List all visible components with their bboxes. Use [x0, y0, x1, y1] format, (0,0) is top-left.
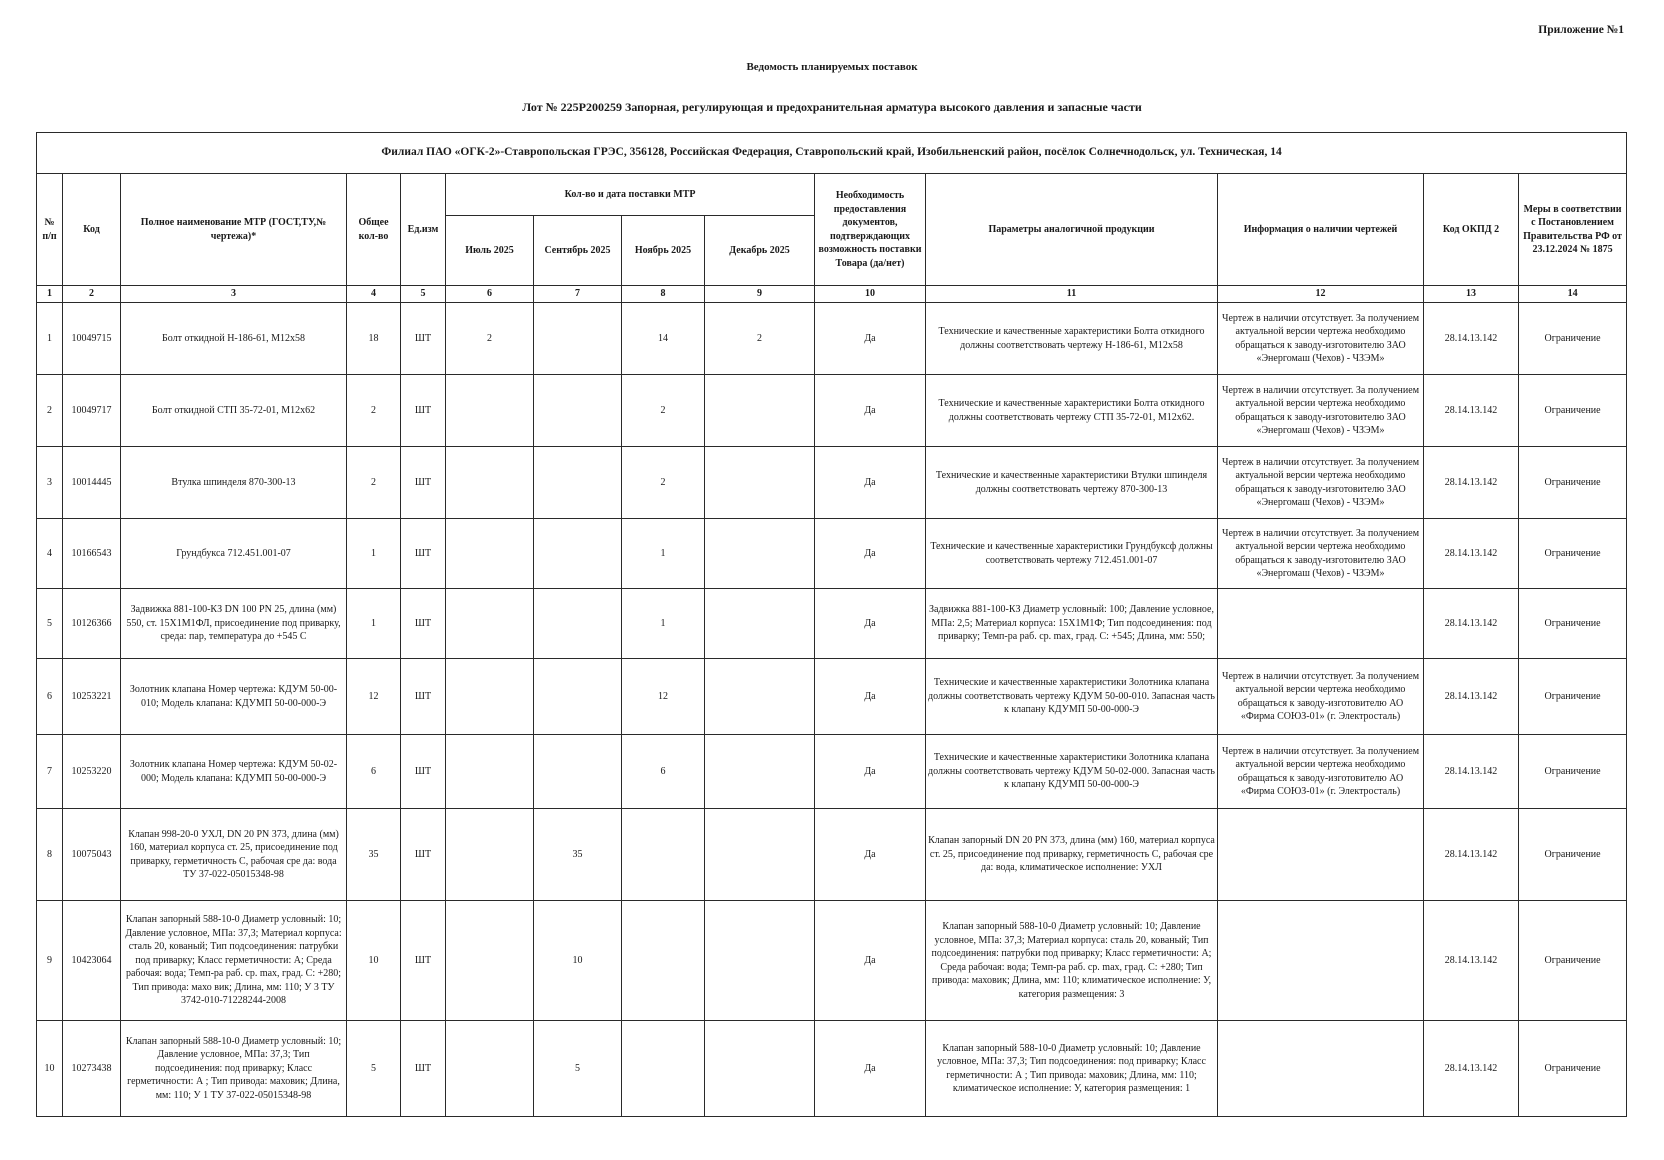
cell-dec	[705, 447, 815, 519]
cell-name: Клапан запорный 588-10-0 Диаметр условный: 10; Давление условное, МПа: 37,3; Материал корпуса: сталь 20, кованый; Тип подсоединения: патрубки под приварку; Класс герметичности: А; Среда рабочая: вода; Темп-ра раб. ср. max, град. С: +280; Тип привода: махо вик; Длина, мм: 110; У 3 ТУ 3742-010-71228244-2008	[121, 901, 347, 1021]
cell-qty: 5	[347, 1021, 401, 1117]
cell-drawings: Чертеж в наличии отсутствует. За получением актуальной версии чертежа необходимо обращаться к заводу-изготовителю ЗАО «Энергомаш (Чехов) - ЧЗЭМ»	[1218, 375, 1424, 447]
cell-nov: 6	[622, 735, 705, 809]
table-row	[37, 447, 1627, 519]
cell-jul	[446, 447, 534, 519]
cell-qty: 35	[347, 809, 401, 901]
header-drawings: Информация о наличии чертежей	[1218, 174, 1424, 286]
cell-okpd: 28.14.13.142	[1424, 303, 1519, 375]
cell-sep	[534, 447, 622, 519]
cell-name: Клапан запорный 588-10-0 Диаметр условный: 10; Давление условное, МПа: 37,3; Тип подсоединения: под приварку; Класс герметичности: А ; Тип привода: маховик; Длина, мм: 110; У 1 ТУ 37-022-05015348-98	[121, 1021, 347, 1117]
cell-drawings	[1218, 589, 1424, 659]
cell-jul	[446, 519, 534, 589]
cell-code: 10049715	[63, 303, 121, 375]
lot-title: Лот № 225Р200259 Запорная, регулирующая и предохранительная арматура высокого давления и запасные части	[522, 100, 1142, 114]
table-row	[37, 303, 1627, 375]
cell-params: Технические и качественные характеристики Болта откидного должны соответствовать чертежу Н-186-61, М12х58	[926, 303, 1218, 375]
cell-okpd: 28.14.13.142	[1424, 447, 1519, 519]
cell-okpd: 28.14.13.142	[1424, 735, 1519, 809]
cell-measures: Ограничение	[1519, 735, 1627, 809]
cell-sep	[534, 659, 622, 735]
cell-drawings	[1218, 809, 1424, 901]
cell-jul	[446, 1021, 534, 1117]
cell-name: Грундбукса 712.451.001-07	[121, 519, 347, 589]
supply-table	[36, 132, 1627, 1117]
header-unit: Ед.изм	[401, 174, 446, 286]
header-docs: Необходимость предоставления документов, подтверждающих возможность поставки Товара (да/нет)	[815, 174, 926, 286]
cell-params: Технические и качественные характеристики Золотника клапана должны соответствовать чертежу КДУМ 50-00-010. Запасная часть к клапану КДУМП 50-00-000-Э	[926, 659, 1218, 735]
header-okpd: Код ОКПД 2	[1424, 174, 1519, 286]
col-number: 4	[347, 286, 401, 303]
cell-qty: 18	[347, 303, 401, 375]
cell-params: Технические и качественные характеристики Втулки шпинделя должны соответствовать чертежу 870-300-13	[926, 447, 1218, 519]
cell-measures: Ограничение	[1519, 447, 1627, 519]
cell-okpd: 28.14.13.142	[1424, 659, 1519, 735]
col-number: 6	[446, 286, 534, 303]
cell-docs: Да	[815, 519, 926, 589]
cell-num: 2	[37, 375, 63, 447]
cell-nov: 2	[622, 375, 705, 447]
table-row	[37, 589, 1627, 659]
col-number: 9	[705, 286, 815, 303]
cell-code: 10075043	[63, 809, 121, 901]
cell-sep: 35	[534, 809, 622, 901]
cell-jul	[446, 375, 534, 447]
cell-params: Клапан запорный 588-10-0 Диаметр условный: 10; Давление условное, МПа: 37,3; Тип подсоединения: под приварку; Класс герметичности: А ; Тип привода: маховик; Длина, мм: 110; климатическое исполнение: У, категория размещения: 1	[926, 1021, 1218, 1117]
table-row	[37, 1021, 1627, 1117]
table-row	[37, 809, 1627, 901]
cell-nov: 2	[622, 447, 705, 519]
cell-code: 10253220	[63, 735, 121, 809]
cell-sep	[534, 303, 622, 375]
cell-dec	[705, 589, 815, 659]
cell-params: Задвижка 881-100-КЗ Диаметр условный: 100; Давление условное, МПа: 2,5; Материал корпуса: 15Х1М1Ф; Тип подсоединения: под приварку; Темп-ра раб. ср. max, град. С: +545; Длина, мм: 550;	[926, 589, 1218, 659]
cell-nov: 1	[622, 589, 705, 659]
cell-qty: 2	[347, 375, 401, 447]
cell-dec	[705, 901, 815, 1021]
header-params: Параметры аналогичной продукции	[926, 174, 1218, 286]
document-title: Ведомость планируемых поставок	[746, 61, 918, 73]
cell-dec	[705, 375, 815, 447]
cell-code: 10166543	[63, 519, 121, 589]
cell-measures: Ограничение	[1519, 303, 1627, 375]
cell-unit: ШТ	[401, 659, 446, 735]
header-sep: Сентябрь 2025	[534, 216, 622, 286]
cell-code: 10014445	[63, 447, 121, 519]
cell-docs: Да	[815, 735, 926, 809]
col-number: 12	[1218, 286, 1424, 303]
cell-unit: ШТ	[401, 735, 446, 809]
cell-nov: 14	[622, 303, 705, 375]
cell-jul	[446, 901, 534, 1021]
cell-num: 6	[37, 659, 63, 735]
cell-measures: Ограничение	[1519, 1021, 1627, 1117]
cell-measures: Ограничение	[1519, 519, 1627, 589]
col-number: 3	[121, 286, 347, 303]
cell-num: 5	[37, 589, 63, 659]
col-number: 10	[815, 286, 926, 303]
cell-nov	[622, 1021, 705, 1117]
cell-qty: 1	[347, 519, 401, 589]
column-number-row	[37, 286, 1627, 303]
table-row	[37, 375, 1627, 447]
cell-dec	[705, 519, 815, 589]
cell-dec	[705, 659, 815, 735]
cell-unit: ШТ	[401, 1021, 446, 1117]
cell-params: Клапан запорный 588-10-0 Диаметр условный: 10; Давление условное, МПа: 37,3; Материал корпуса: сталь 20, кованый; Тип подсоединения: патрубки под приварку; Класс герметичности: А; Среда рабочая: вода; Темп-ра раб. ср. max, град. С: +280; Тип привода: маховик; Длина, мм: 110; климатическое исполнение: У, категория размещения: 3	[926, 901, 1218, 1021]
cell-drawings: Чертеж в наличии отсутствует. За получением актуальной версии чертежа необходимо обращаться к заводу-изготовителю ЗАО «Энергомаш (Чехов) - ЧЗЭМ»	[1218, 303, 1424, 375]
cell-params: Технические и качественные характеристики Болта откидного должны соответствовать чертежу СТП 35-72-01, М12х62.	[926, 375, 1218, 447]
header-measures: Меры в соответствии с Постановлением Правительства РФ от 23.12.2024 № 1875	[1519, 174, 1627, 286]
table-row	[37, 735, 1627, 809]
cell-num: 10	[37, 1021, 63, 1117]
col-number: 11	[926, 286, 1218, 303]
cell-num: 4	[37, 519, 63, 589]
header-nov: Ноябрь 2025	[622, 216, 705, 286]
cell-num: 3	[37, 447, 63, 519]
cell-sep	[534, 375, 622, 447]
cell-nov	[622, 809, 705, 901]
cell-drawings: Чертеж в наличии отсутствует. За получением актуальной версии чертежа необходимо обращаться к заводу-изготовителю АО «Фирма СОЮЗ-01» (г. Электросталь)	[1218, 659, 1424, 735]
cell-num: 7	[37, 735, 63, 809]
col-number: 13	[1424, 286, 1519, 303]
cell-unit: ШТ	[401, 375, 446, 447]
cell-params: Клапан запорный DN 20 PN 373, длина (мм) 160, материал корпуса ст. 25, присоединение под приварку, герметичность С, рабочая сре да: вода, климатическое исполнение: УХЛ	[926, 809, 1218, 901]
cell-jul	[446, 589, 534, 659]
annex-label: Приложение №1	[1538, 24, 1624, 36]
cell-drawings: Чертеж в наличии отсутствует. За получением актуальной версии чертежа необходимо обращаться к заводу-изготовителю АО «Фирма СОЮЗ-01» (г. Электросталь)	[1218, 735, 1424, 809]
cell-unit: ШТ	[401, 519, 446, 589]
cell-docs: Да	[815, 375, 926, 447]
cell-okpd: 28.14.13.142	[1424, 589, 1519, 659]
cell-sep	[534, 519, 622, 589]
cell-code: 10049717	[63, 375, 121, 447]
header-qty: Общее кол-во	[347, 174, 401, 286]
col-number: 1	[37, 286, 63, 303]
cell-num: 9	[37, 901, 63, 1021]
cell-drawings: Чертеж в наличии отсутствует. За получением актуальной версии чертежа необходимо обращаться к заводу-изготовителю ЗАО «Энергомаш (Чехов) - ЧЗЭМ»	[1218, 447, 1424, 519]
cell-sep	[534, 735, 622, 809]
cell-unit: ШТ	[401, 901, 446, 1021]
cell-sep: 10	[534, 901, 622, 1021]
cell-measures: Ограничение	[1519, 901, 1627, 1021]
cell-nov	[622, 901, 705, 1021]
cell-params: Технические и качественные характеристики Золотника клапана должны соответствовать чертежу КДУМ 50-02-000. Запасная часть к клапану КДУМП 50-00-000-Э	[926, 735, 1218, 809]
cell-drawings	[1218, 901, 1424, 1021]
col-number: 8	[622, 286, 705, 303]
cell-code: 10273438	[63, 1021, 121, 1117]
cell-unit: ШТ	[401, 447, 446, 519]
cell-name: Золотник клапана Номер чертежа: КДУМ 50-00-010; Модель клапана: КДУМП 50-00-000-Э	[121, 659, 347, 735]
cell-dec	[705, 1021, 815, 1117]
cell-okpd: 28.14.13.142	[1424, 375, 1519, 447]
cell-qty: 1	[347, 589, 401, 659]
header-dec: Декабрь 2025	[705, 216, 815, 286]
col-number: 14	[1519, 286, 1627, 303]
table-row	[37, 659, 1627, 735]
cell-okpd: 28.14.13.142	[1424, 809, 1519, 901]
cell-nov: 1	[622, 519, 705, 589]
cell-docs: Да	[815, 589, 926, 659]
cell-num: 8	[37, 809, 63, 901]
cell-num: 1	[37, 303, 63, 375]
cell-docs: Да	[815, 1021, 926, 1117]
cell-docs: Да	[815, 303, 926, 375]
cell-code: 10253221	[63, 659, 121, 735]
col-number: 7	[534, 286, 622, 303]
cell-drawings: Чертеж в наличии отсутствует. За получением актуальной версии чертежа необходимо обращаться к заводу-изготовителю ЗАО «Энергомаш (Чехов) - ЧЗЭМ»	[1218, 519, 1424, 589]
cell-params: Технические и качественные характеристики Грундбуксф должны соответствовать чертежу 712.451.001-07	[926, 519, 1218, 589]
col-number: 5	[401, 286, 446, 303]
cell-sep	[534, 589, 622, 659]
cell-sep: 5	[534, 1021, 622, 1117]
cell-code: 10423064	[63, 901, 121, 1021]
table-row	[37, 901, 1627, 1021]
cell-name: Болт откидной СТП 35-72-01, М12х62	[121, 375, 347, 447]
cell-qty: 10	[347, 901, 401, 1021]
cell-name: Клапан 998-20-0 УХЛ, DN 20 PN 373, длина (мм) 160, материал корпуса ст. 25, присоединение под приварку, герметичность С, рабочая сре да: вода ТУ 37-022-05015348-98	[121, 809, 347, 901]
cell-measures: Ограничение	[1519, 659, 1627, 735]
header-code: Код	[63, 174, 121, 286]
cell-dec	[705, 809, 815, 901]
cell-okpd: 28.14.13.142	[1424, 901, 1519, 1021]
cell-drawings	[1218, 1021, 1424, 1117]
cell-code: 10126366	[63, 589, 121, 659]
header-jul: Июль 2025	[446, 216, 534, 286]
cell-qty: 6	[347, 735, 401, 809]
cell-docs: Да	[815, 447, 926, 519]
cell-measures: Ограничение	[1519, 589, 1627, 659]
cell-docs: Да	[815, 659, 926, 735]
cell-jul: 2	[446, 303, 534, 375]
cell-name: Задвижка 881-100-КЗ DN 100 PN 25, длина (мм) 550, ст. 15Х1М1ФЛ, присоединение под приварку, среда: пар, температура до +545 С	[121, 589, 347, 659]
cell-qty: 12	[347, 659, 401, 735]
col-number: 2	[63, 286, 121, 303]
cell-unit: ШТ	[401, 303, 446, 375]
cell-name: Болт откидной Н-186-61, М12х58	[121, 303, 347, 375]
header-num: № п/п	[37, 174, 63, 286]
cell-jul	[446, 735, 534, 809]
cell-measures: Ограничение	[1519, 809, 1627, 901]
cell-docs: Да	[815, 901, 926, 1021]
cell-unit: ШТ	[401, 809, 446, 901]
cell-nov: 12	[622, 659, 705, 735]
cell-name: Втулка шпинделя 870-300-13	[121, 447, 347, 519]
cell-dec	[705, 735, 815, 809]
cell-okpd: 28.14.13.142	[1424, 1021, 1519, 1117]
table-row	[37, 519, 1627, 589]
branch-header: Филиал ПАО «ОГК-2»-Ставропольская ГРЭС, 356128, Российская Федерация, Ставропольский край, Изобильненский район, посёлок Солнечнодольск, ул. Техническая, 14	[37, 133, 1627, 174]
cell-measures: Ограничение	[1519, 375, 1627, 447]
cell-qty: 2	[347, 447, 401, 519]
cell-jul	[446, 659, 534, 735]
cell-jul	[446, 809, 534, 901]
cell-unit: ШТ	[401, 589, 446, 659]
cell-okpd: 28.14.13.142	[1424, 519, 1519, 589]
header-name: Полное наименование МТР (ГОСТ,ТУ,№ чертежа)*	[121, 174, 347, 286]
cell-docs: Да	[815, 809, 926, 901]
cell-dec: 2	[705, 303, 815, 375]
header-delivery: Кол-во и дата поставки МТР	[446, 174, 815, 216]
cell-name: Золотник клапана Номер чертежа: КДУМ 50-02-000; Модель клапана: КДУМП 50-00-000-Э	[121, 735, 347, 809]
